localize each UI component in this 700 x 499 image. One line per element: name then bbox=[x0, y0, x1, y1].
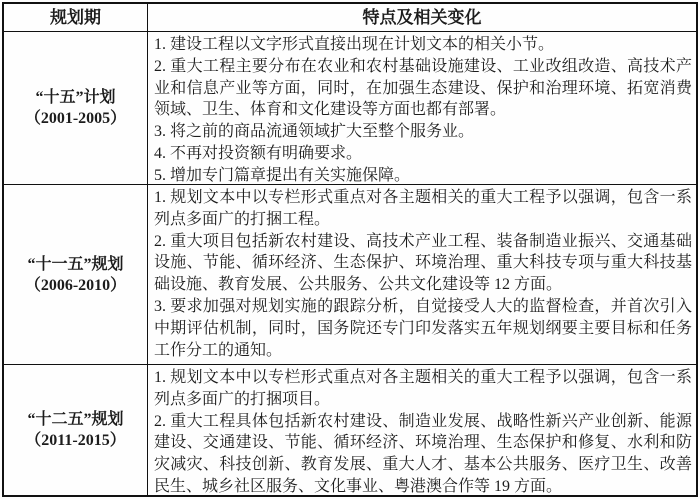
table-row-11th-plan bbox=[4, 184, 696, 364]
planning-periods-table bbox=[2, 2, 698, 497]
table-row-10th-plan bbox=[4, 31, 696, 184]
features-cell bbox=[148, 365, 696, 495]
features-cell bbox=[148, 32, 696, 184]
feature-item: 3. 将之前的商品流通领域扩大至整个服务业。 bbox=[154, 123, 475, 141]
period-years: （2006-2010） bbox=[24, 276, 127, 294]
period-name: “十五”计划 bbox=[35, 89, 116, 106]
table-header-row bbox=[4, 4, 696, 31]
feature-item: 3. 要求加强对规划实施的跟踪分析，自觉接受人大的监督检查，并首次引入中期评估机制，同时，国务院还专门印发落实五年规划纲要主要目标和任务工作分工的通知。 bbox=[154, 297, 692, 359]
feature-item: 1. 建设工程以文字形式直接出现在计划文本的相关小节。 bbox=[154, 36, 555, 53]
period-cell bbox=[4, 365, 148, 495]
feature-item: 5. 增加专门篇章提出有关实施保障。 bbox=[154, 166, 411, 184]
feature-item: 2. 重大工程主要分布在农业和农村基础设施建设、工业改组改造、高技术产业和信息产业等方面，同时，在加强生态建设、保护和治理环境、拓宽消费领域、卫生、体育和文化建设等方面也都有部署。 bbox=[154, 57, 692, 119]
column-header-features: 特点及相关变化 bbox=[362, 8, 482, 27]
feature-item: 2. 重大项目包括新农村建设、高技术产业工程、装备制造业振兴、交通基础设施、节能、循环经济、生态保护、环境治理、重大科技专项与重大科技基础设施、教育发展、公共服务、公共文化建设等 12 方面。 bbox=[154, 232, 692, 294]
feature-item: 1. 规划文本中以专栏形式重点对各主题相关的重大工程予以强调，包含一系列点多面广的打捆工程。 bbox=[154, 189, 692, 228]
table-row-12th-plan bbox=[4, 364, 696, 495]
feature-item: 4. 不再对投资额有明确要求。 bbox=[154, 144, 363, 162]
features-cell bbox=[148, 185, 696, 364]
feature-item: 1. 规划文本中以专栏形式重点对各主题相关的重大工程予以强调，包含一系列点多面广的打捆项目。 bbox=[154, 369, 692, 408]
feature-item: 2. 重大工程具体包括新农村建设、制造业发展、战略性新兴产业创新、能源建设、交通建设、节能、循环经济、环境治理、生态保护和修复、水利和防灾减灾、科技创新、教育发展、重大人才、基本公共服务、医疗卫生、改善民生、城乡社区服务、文化事业、粤港澳合作等 19 方面。 bbox=[154, 412, 692, 495]
period-name: “十一五”规划 bbox=[27, 255, 124, 273]
period-years: （2001-2005） bbox=[24, 110, 127, 127]
column-header-period: 规划期 bbox=[4, 4, 148, 31]
period-cell bbox=[4, 185, 148, 364]
period-name: “十二五”规划 bbox=[27, 411, 124, 428]
period-cell bbox=[4, 32, 148, 184]
period-years: （2011-2015） bbox=[25, 432, 126, 449]
